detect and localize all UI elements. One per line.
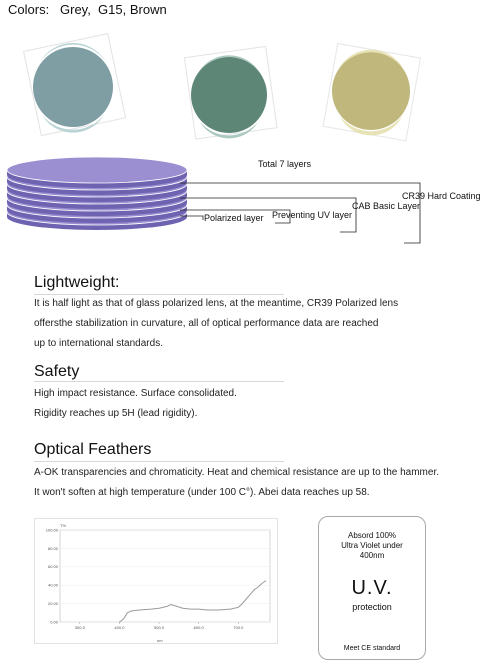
lens-g15-graphic xyxy=(174,40,284,150)
optical-text xyxy=(34,463,439,503)
uv-layer-label: Preventing UV layer xyxy=(272,210,353,220)
lightweight-line-1: It is half light as that of glass polarized lens, at the meantime, CR39 Polarized lens xyxy=(34,298,399,309)
chart-y-tick-label: 40.00 xyxy=(47,582,58,588)
chart-y-tick-label: 0.00 xyxy=(50,619,58,625)
lens-grey-graphic xyxy=(18,32,128,142)
lens-grey xyxy=(18,32,128,142)
lens-brown-graphic xyxy=(316,36,426,146)
safety-line-2: Rigidity reaches up 5H (lead rigidity). xyxy=(34,408,198,419)
uv-card-line-1: Absord 100% xyxy=(347,531,397,540)
lightweight-line-2: offersthe stabilization in curvature, all of optical performance data are reached xyxy=(34,318,379,329)
total-layers-label: Total 7 layers xyxy=(258,159,312,169)
uv-protection-card xyxy=(318,516,426,660)
optical-title: Optical Feathers xyxy=(34,441,152,458)
safety-line-1: High impact resistance. Surface consolidated. xyxy=(34,388,237,399)
lens-brown xyxy=(316,36,426,146)
chart-y-tick-label: 60.00 xyxy=(47,564,58,570)
uv-card-title: U.V. xyxy=(351,577,393,599)
lightweight-text xyxy=(34,294,398,354)
chart-y-label: T% xyxy=(60,523,66,528)
chart-x-tick-label: 400.0 xyxy=(114,625,125,630)
chart-x-tick-label: 700.0 xyxy=(233,625,244,630)
uv-card-subtitle: protection xyxy=(352,602,392,612)
layer-diagram xyxy=(0,150,487,250)
layer-disc xyxy=(7,157,187,183)
safety-rule xyxy=(34,381,284,382)
chart-y-tick-label: 80.00 xyxy=(47,545,58,551)
colors-heading: Colors: Grey, G15, Brown xyxy=(8,2,167,17)
safety-text xyxy=(34,384,237,424)
chart-x-tick-label: 600.0 xyxy=(193,625,204,630)
chart-x-tick-label: 500.0 xyxy=(154,625,165,630)
optical-line-1: A-OK transparencies and chromaticity. Heat and chemical resistance are up to the hammer. xyxy=(34,467,440,478)
lens-g15 xyxy=(174,40,284,150)
cab-label: CAB Basic Layer xyxy=(352,201,421,211)
lightweight-title: Lightweight: xyxy=(34,274,120,291)
chart-y-tick-label: 20.00 xyxy=(47,601,58,606)
chart-x-label: nm xyxy=(157,638,163,643)
chart-y-tick-label: 100.00 xyxy=(45,527,58,533)
optical-rule xyxy=(34,461,284,462)
uv-card-header xyxy=(319,531,425,561)
uv-card-line-3: 400nm xyxy=(359,551,385,560)
cr39-label: CR39 Hard Coating xyxy=(402,191,481,201)
safety-title: Safety xyxy=(34,363,80,380)
transmittance-chart xyxy=(34,518,278,644)
lens-layer-discs xyxy=(7,157,187,230)
optical-line-2: It won't soften at high temperature (under 100 C°). Abei data reaches up 58. xyxy=(34,487,370,498)
transmittance-chart-svg xyxy=(34,518,278,644)
uv-card-line-2: Ultra Violet under xyxy=(341,541,403,550)
uv-card-footer: Meet CE standard xyxy=(343,645,401,652)
chart-x-tick-label: 300.0 xyxy=(74,625,85,630)
polarized-layer-label: Polarized layer xyxy=(204,213,264,223)
lightweight-line-3: up to international standards. xyxy=(34,338,163,349)
